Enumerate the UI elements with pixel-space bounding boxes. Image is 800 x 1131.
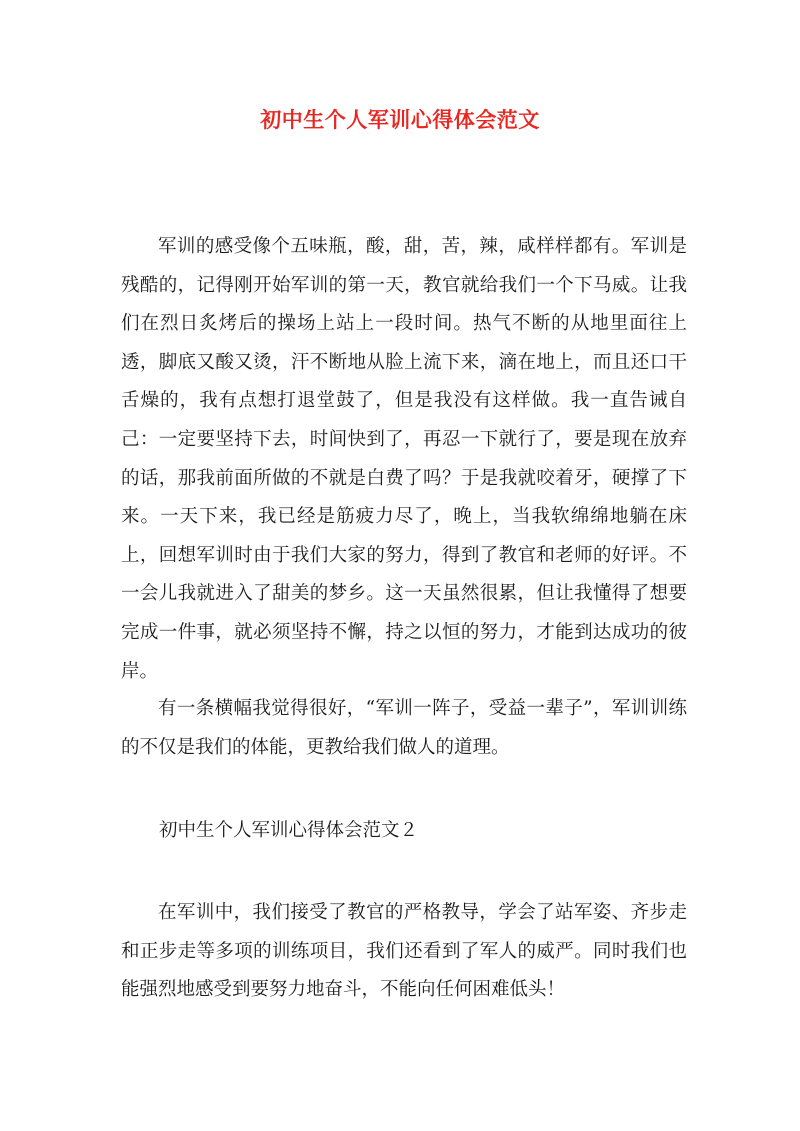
section-subtitle: 初中生个人军训心得体会范文２ [159, 820, 419, 841]
paragraph-text: 军训的感受像个五味瓶，酸，甜，苦，辣，咸样样都有。军训是残酷的，记得刚开始军训的第一天，教官就给我们一个下马威。让我们在烈日炙烤后的操场上站上一段时间。热气不断的从地里面往上透，脚底又酸又烫，汗不断地从脸上流下来，滴在地上，而且还口干舌燥的，我有点想打退堂鼓了，但是我没有这样做。我一直告诫自己：一定要坚持下去，时间快到了，再忍一下就行了，要是现在放弃的话，那我前面所做的不就是白费了吗？于是我就咬着牙，硬撑了下来。一天下来，我已经是筋疲力尽了，晚上，当我软绵绵地躺在床上，回想军训时由于我们大家的努力，得到了教官和老师的好评。不一会儿我就进入了甜美的梦乡。这一天虽然很累，但让我懂得了想要完成一件事，就必须坚持不懈，持之以恒的努力，才能到达成功的彼岸。 [121, 236, 687, 682]
paragraph-text: 在军训中，我们接受了教官的严格教导，学会了站军姿、齐步走和正步走等多项的训练项目，我们还看到了军人的威严。同时我们也能强烈地感受到要努力地奋斗，不能向任何困难低头！ [121, 902, 687, 1001]
essay-paragraph-2 [121, 690, 687, 767]
paragraph-text: 有一条横幅我觉得很好，“军训一阵子，受益一辈子”，军训训练的不仅是我们的体能，更教给我们做人的道理。 [121, 698, 687, 758]
essay-paragraph-3 [121, 894, 687, 1010]
document-title: 初中生个人军训心得体会范文 [260, 107, 540, 132]
essay-paragraph-1 [121, 228, 687, 691]
